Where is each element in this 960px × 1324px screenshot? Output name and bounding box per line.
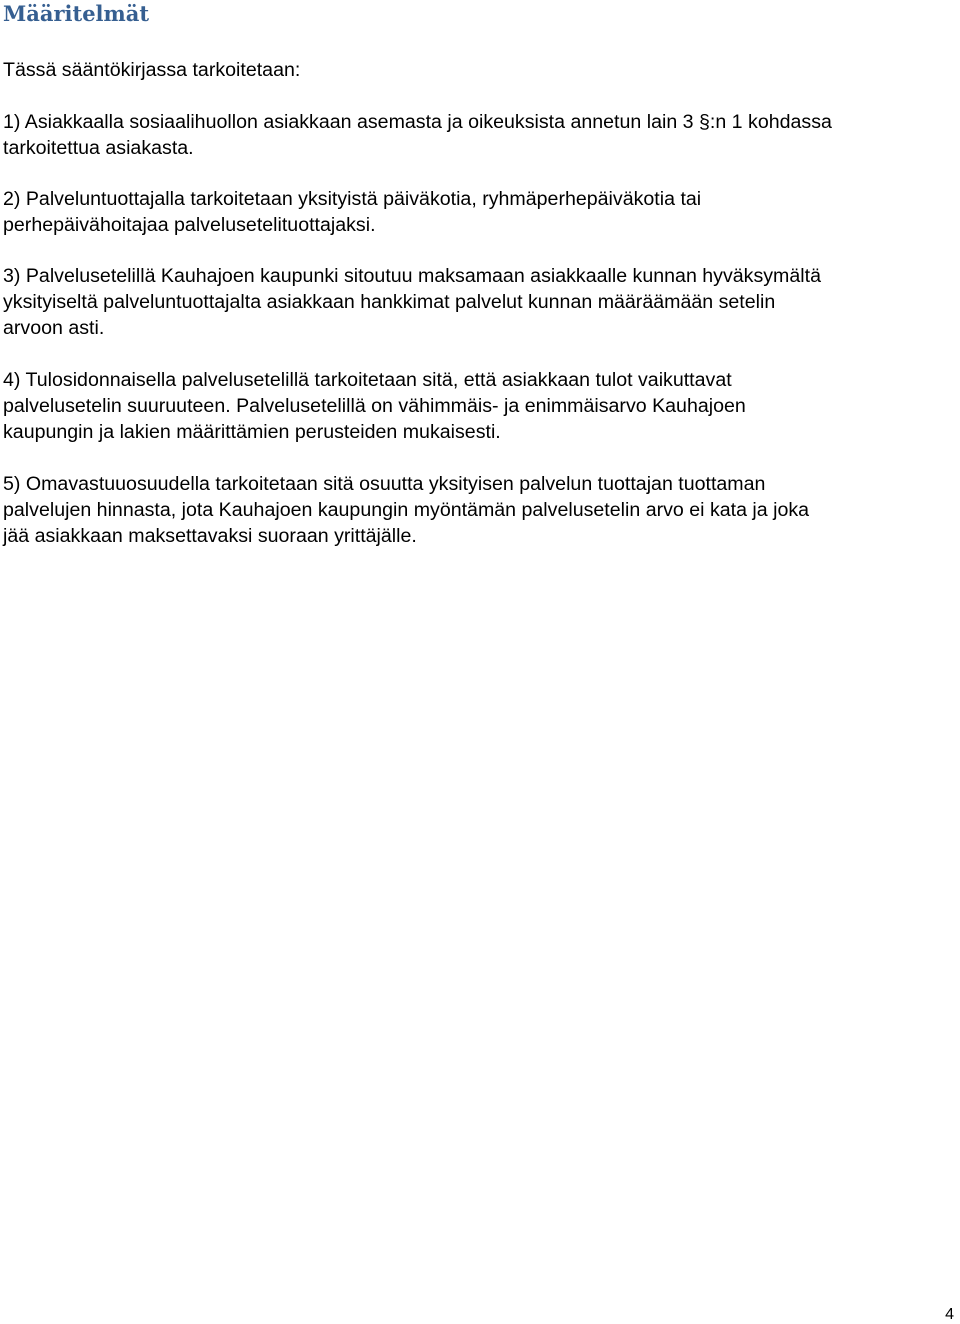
definition-line: 4) Tulosidonnaisella palvelusetelillä tarkoitetaan sitä, että asiakkaan tulot vaikuttavat <box>3 369 732 391</box>
definition-line: tarkoitettua asiakasta. <box>3 137 194 159</box>
definition-4 <box>3 367 746 445</box>
definition-3 <box>3 263 821 341</box>
definition-line: kaupungin ja lakien määrittämien perusteiden mukaisesti. <box>3 421 501 443</box>
definition-line: perhepäivähoitajaa palvelusetelituottajaksi. <box>3 214 376 236</box>
definition-line: palvelusetelin suuruuteen. Palvelusetelillä on vähimmäis- ja enimmäisarvo Kauhajoen <box>3 395 746 417</box>
definition-line: 3) Palvelusetelillä Kauhajoen kaupunki sitoutuu maksamaan asiakkaalle kunnan hyväksymältä <box>3 265 821 287</box>
definition-2 <box>3 186 701 238</box>
page-number: 4 <box>945 1306 954 1323</box>
definition-5 <box>3 471 809 549</box>
definition-line: jää asiakkaan maksettavaksi suoraan yrittäjälle. <box>3 525 417 547</box>
definition-line: 1) Asiakkaalla sosiaalihuollon asiakkaan asemasta ja oikeuksista annetun lain 3 §:n 1 kohdassa <box>3 111 832 133</box>
definition-line: yksityiseltä palveluntuottajalta asiakkaan hankkimat palvelut kunnan määräämään setelin <box>3 291 776 313</box>
definition-line: palvelujen hinnasta, jota Kauhajoen kaupungin myöntämän palvelusetelin arvo ei kata ja joka <box>3 499 810 521</box>
definition-line: 5) Omavastuuosuudella tarkoitetaan sitä osuutta yksityisen palvelun tuottajan tuottaman <box>3 473 766 495</box>
definition-line: 2) Palveluntuottajalla tarkoitetaan yksityistä päiväkotia, ryhmäperhepäiväkotia tai <box>3 188 702 210</box>
intro-paragraph: Tässä sääntökirjassa tarkoitetaan: <box>3 59 301 81</box>
page-title: Määritelmät <box>3 1 150 26</box>
definition-1 <box>3 109 832 161</box>
definition-line: arvoon asti. <box>3 317 105 339</box>
